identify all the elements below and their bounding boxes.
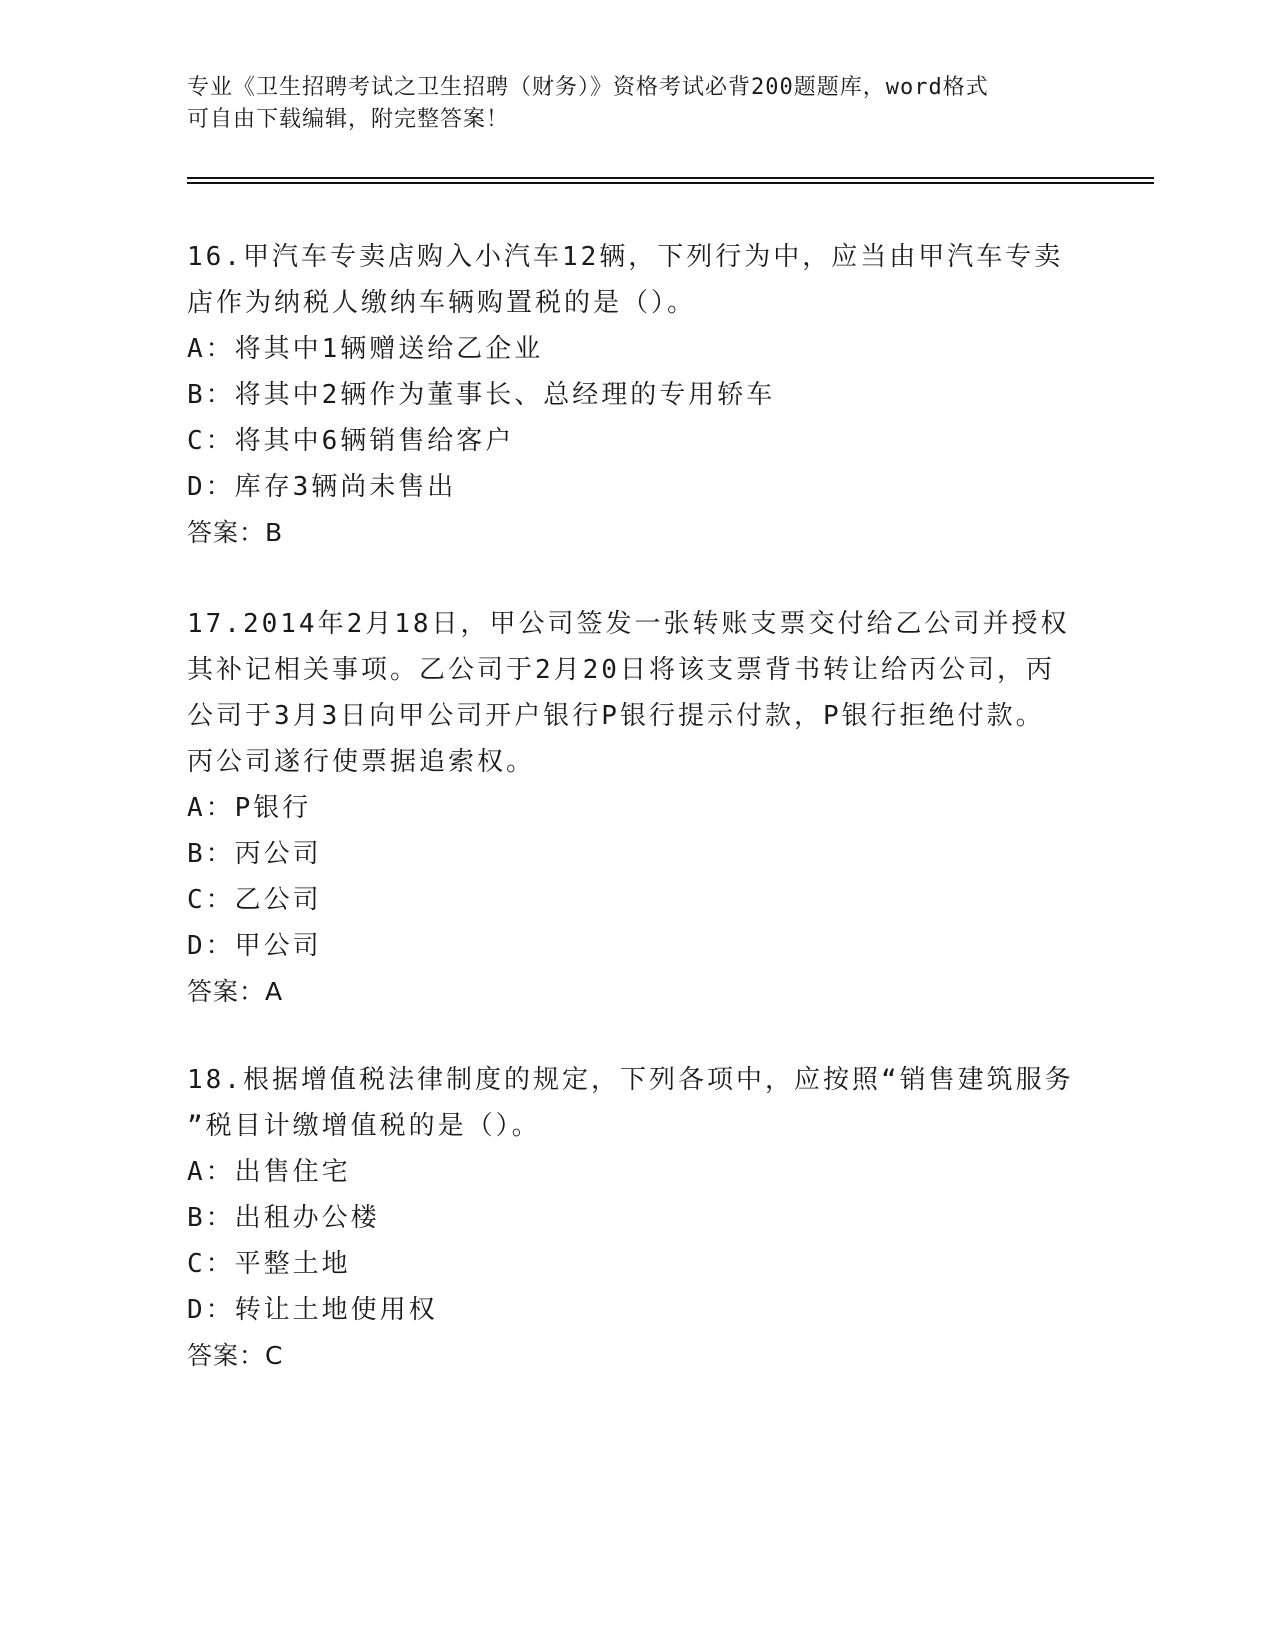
option-d: D：库存3辆尚未售出 [187,472,457,502]
option-b: B：丙公司 [187,839,322,869]
header-divider-bottom [187,182,1154,184]
option-d: D：甲公司 [187,931,322,961]
answer-line: 答案：C [187,1341,284,1370]
document-header [187,72,1087,136]
option-a: A：P银行 [187,793,312,823]
question-stem-line: 店作为纳税人缴纳车辆购置税的是（）。 [187,288,697,318]
question-stem-line: 17.2014年2月18日，甲公司签发一张转账支票交付给乙公司并授权 [187,609,1070,639]
question-stem-line: 丙公司遂行使票据追索权。 [187,747,536,777]
option-c: C：将其中6辆销售给客户 [187,426,515,456]
question-stem-line: 其补记相关事项。乙公司于2月20日将该支票背书转让给丙公司，丙 [187,655,1055,685]
question-18 [187,1057,1087,1379]
option-b: B：将其中2辆作为董事长、总经理的专用轿车 [187,380,776,410]
header-line-2: 可自由下载编辑，附完整答案！ [187,107,510,132]
option-c: C：乙公司 [187,885,322,915]
question-stem-line: ”税目计缴增值税的是（）。 [187,1111,541,1141]
header-line-1: 专业《卫生招聘考试之卫生招聘（财务）》资格考试必背200题题库，word格式 [187,75,989,100]
question-17 [187,601,1087,1015]
option-b: B：出租办公楼 [187,1203,380,1233]
option-c: C：平整土地 [187,1249,351,1279]
answer-line: 答案：A [187,977,284,1006]
option-a: A：将其中1辆赠送给乙企业 [187,334,544,364]
option-a: A：出售住宅 [187,1157,351,1187]
question-16 [187,234,1087,556]
header-divider-top [187,177,1154,179]
question-stem-line: 16.甲汽车专卖店购入小汽车12辆，下列行为中，应当由甲汽车专卖 [187,242,1064,272]
question-stem-line: 18.根据增值税法律制度的规定，下列各项中，应按照“销售建筑服务 [187,1065,1074,1095]
option-d: D：转让土地使用权 [187,1295,438,1325]
answer-line: 答案：B [187,518,284,547]
question-stem-line: 公司于3月3日向甲公司开户银行P银行提示付款，P银行拒绝付款。 [187,701,1045,731]
